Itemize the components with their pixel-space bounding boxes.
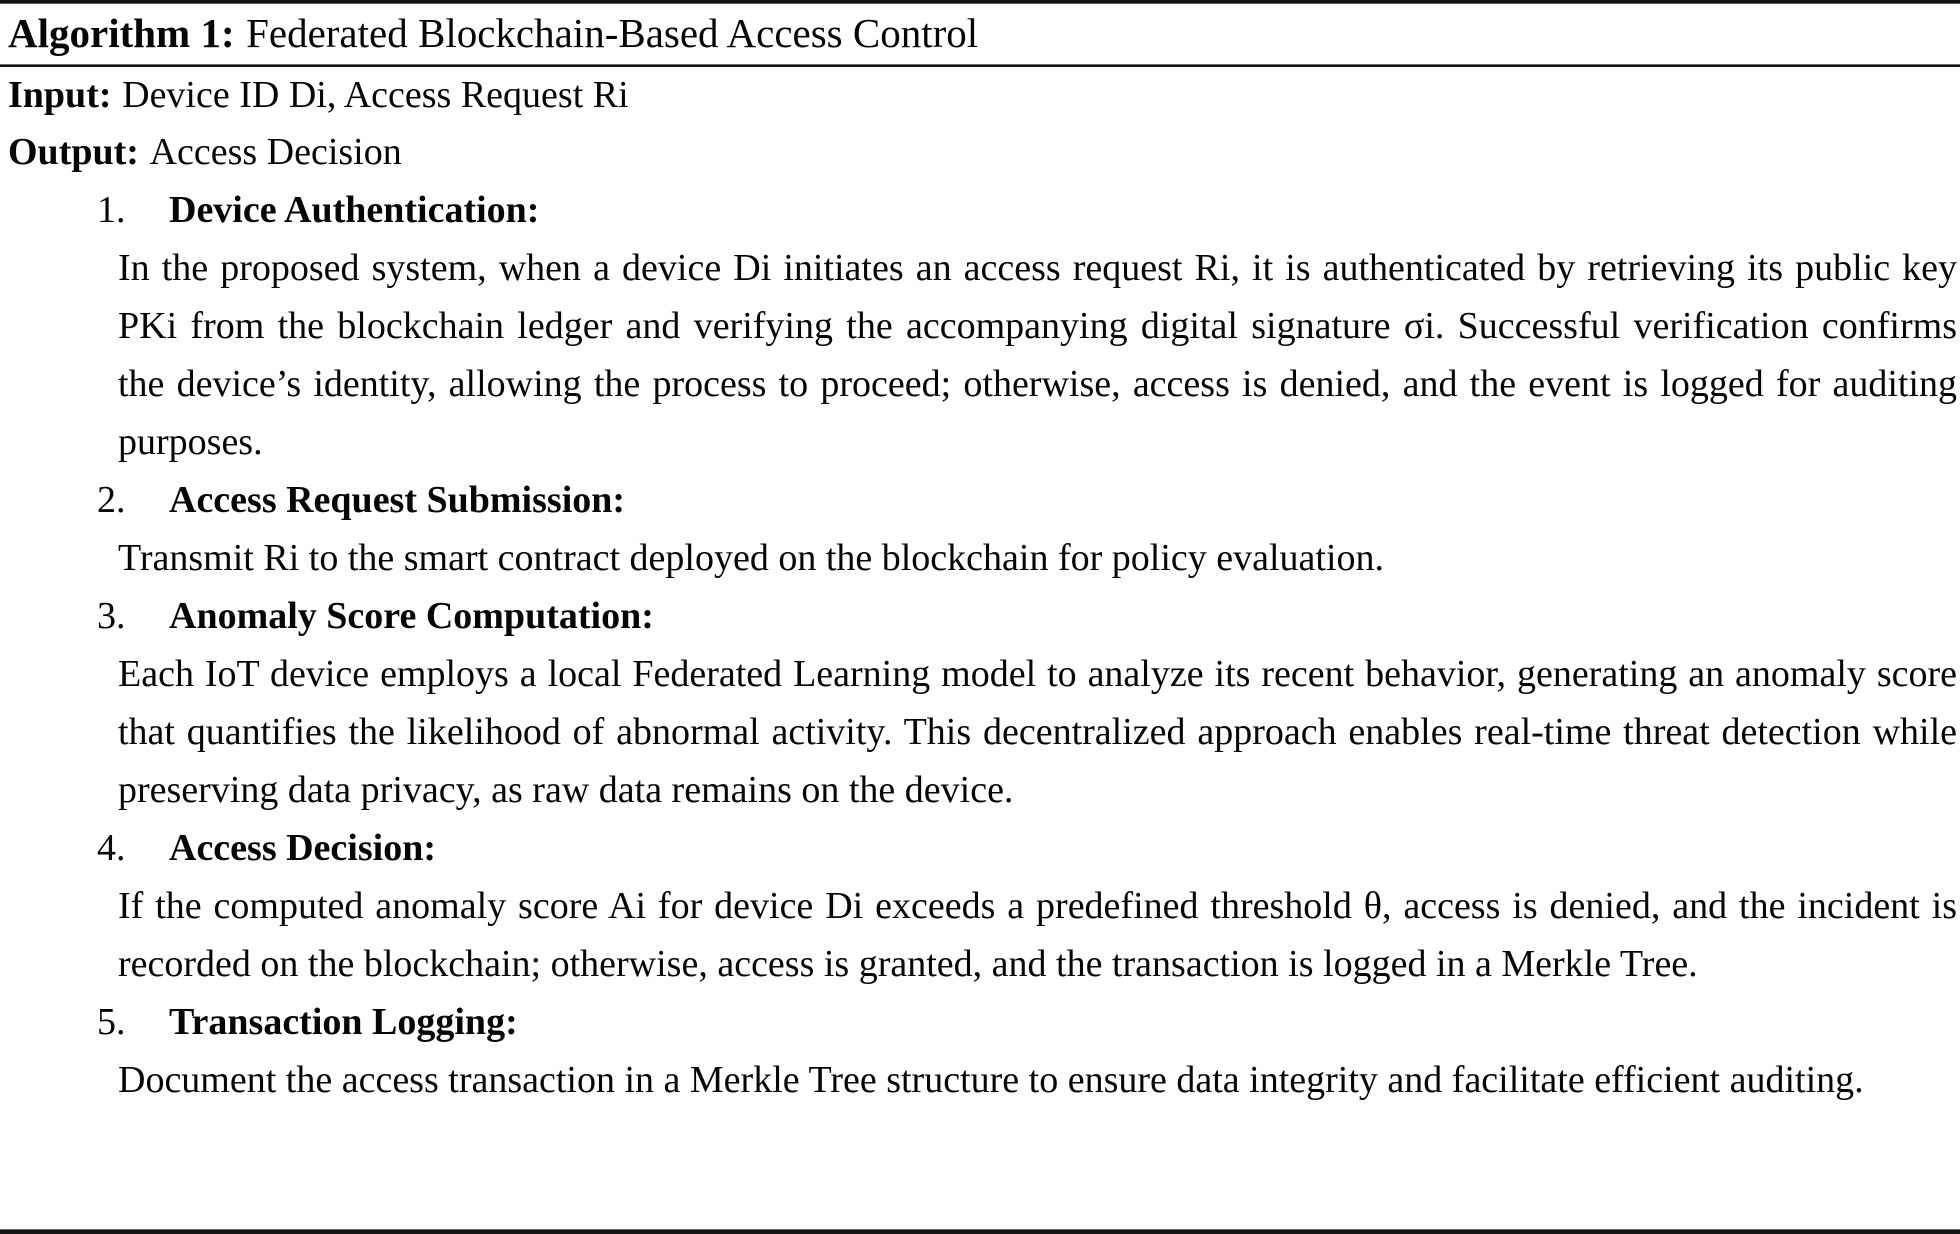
input-label: Input: (8, 74, 112, 116)
step-body: In the proposed system, when a device Di initiates an access request Ri, it is authenticated by retrieving its public key PKi from the blockchain ledger and verifying the accompanying digital signature σi. Successful verification confirms the device’s identity, allowing the process to proceed; otherwise, access is denied, and the event is logged for auditing purposes. (118, 247, 1957, 463)
algorithm-title-row (0, 4, 1960, 64)
step-head (0, 471, 1960, 529)
step-heading: Anomaly Score Computation: (169, 595, 654, 637)
input-text: Device ID Di, Access Request Ri (122, 74, 629, 116)
step-heading: Device Authentication: (169, 189, 540, 231)
bottom-rule (0, 1229, 1960, 1234)
algorithm-label: Algorithm 1: (8, 10, 235, 56)
step-body: Document the access transaction in a Merkle Tree structure to ensure data integrity and facilitate efficient auditing. (118, 1059, 1864, 1101)
step-heading: Access Decision: (169, 827, 436, 869)
step-heading: Access Request Submission: (169, 479, 626, 521)
step-body: Each IoT device employs a local Federated Learning model to analyze its recent behavior, generating an anomaly score that quantifies the likelihood of abnormal activity. This decentralized approach enables real-time threat detection while preserving data privacy, as raw data remains on the device. (118, 653, 1957, 811)
step-heading: Transaction Logging: (169, 1001, 518, 1043)
step-device-authentication (0, 181, 1960, 471)
step-number: 2. (97, 479, 126, 521)
step-transaction-logging (0, 993, 1960, 1109)
step-head (0, 181, 1960, 239)
input-line (0, 67, 1960, 124)
step-head (0, 819, 1960, 877)
output-text: Access Decision (149, 131, 402, 173)
step-access-decision (0, 819, 1960, 993)
step-anomaly-score-computation (0, 587, 1960, 819)
step-number: 5. (97, 1001, 126, 1043)
step-head (0, 587, 1960, 645)
step-number: 4. (97, 827, 126, 869)
step-body: If the computed anomaly score Ai for device Di exceeds a predefined threshold θ, access is denied, and the incident is recorded on the blockchain; otherwise, access is granted, and the transaction is logged in a Merkle Tree. (118, 885, 1957, 985)
algorithm-steps (0, 181, 1960, 1109)
algorithm-title: Federated Blockchain-Based Access Control (246, 10, 979, 56)
output-line (0, 124, 1960, 181)
step-number: 3. (97, 595, 126, 637)
step-body: Transmit Ri to the smart contract deployed on the blockchain for policy evaluation. (118, 537, 1385, 579)
step-number: 1. (97, 189, 126, 231)
step-head (0, 993, 1960, 1051)
output-label: Output: (8, 131, 139, 173)
step-access-request-submission (0, 471, 1960, 587)
